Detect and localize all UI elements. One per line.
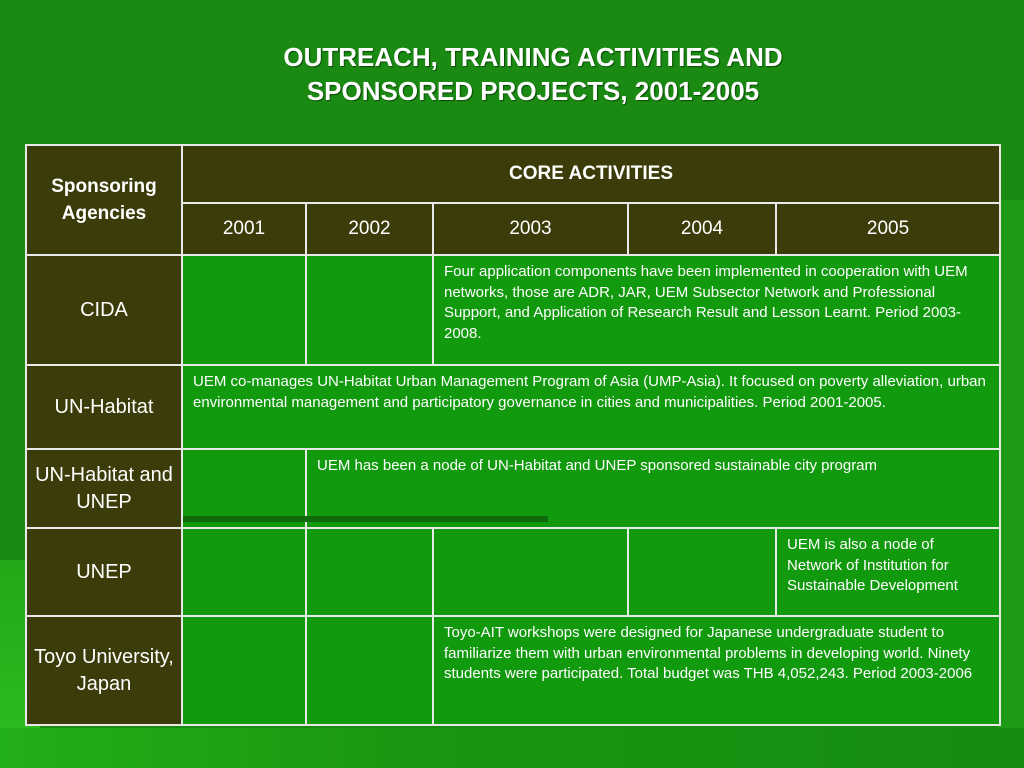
activity-cell-cida: Four application components have been implemented in cooperation with UEM networks, those are ADR, JAR, UEM Subsector Network and Professional Support, and Application of Research Result and Lesson Learnt. Period 2003-2008. bbox=[433, 255, 1000, 365]
activity-cell-un-habitat: UEM co-manages UN-Habitat Urban Management Program of Asia (UMP-Asia). It focused on poverty alleviation, urban environmental management and participatory governance in cities and municipalities. Period 2001-2005. bbox=[182, 365, 1000, 449]
table-row-toyo-university bbox=[26, 616, 1000, 725]
activity-cell-unep: UEM is also a node of Network of Institution for Sustainable Development bbox=[776, 528, 1000, 616]
empty-cell bbox=[628, 528, 776, 616]
agency-cell-unep: UNEP bbox=[26, 528, 182, 616]
slide-title-line-2: SPONSORED PROJECTS, 2001-2005 bbox=[306, 76, 760, 106]
agency-cell-cida: CIDA bbox=[26, 255, 182, 365]
year-header-2001: 2001 bbox=[182, 203, 306, 255]
activities-table bbox=[25, 144, 1001, 726]
activity-cell-toyo-university: Toyo-AIT workshops were designed for Japanese undergraduate student to familiarize them with urban environmental problems in developing world. Ninety students were participated. Total budget was THB 4,052,243. Period 2003-2006 bbox=[433, 616, 1000, 725]
empty-cell bbox=[182, 528, 306, 616]
background-band-bottom bbox=[0, 728, 1024, 768]
empty-cell bbox=[182, 616, 306, 725]
sponsoring-agencies-header: Sponsoring Agencies bbox=[26, 145, 182, 255]
table-row-un-habitat bbox=[26, 365, 1000, 449]
table-header-row bbox=[26, 145, 1000, 203]
empty-cell bbox=[433, 528, 628, 616]
decorative-bar bbox=[183, 516, 548, 522]
table-row-cida bbox=[26, 255, 1000, 365]
year-header-2004: 2004 bbox=[628, 203, 776, 255]
year-header-2003: 2003 bbox=[433, 203, 628, 255]
empty-cell bbox=[182, 255, 306, 365]
agency-cell-toyo-university: Toyo University, Japan bbox=[26, 616, 182, 725]
year-header-2002: 2002 bbox=[306, 203, 433, 255]
empty-cell bbox=[306, 616, 433, 725]
empty-cell bbox=[306, 255, 433, 365]
table-row-unep bbox=[26, 528, 1000, 616]
agency-cell-un-habitat: UN-Habitat bbox=[26, 365, 182, 449]
background-band-right bbox=[998, 200, 1024, 768]
year-header-2005: 2005 bbox=[776, 203, 1000, 255]
slide-title bbox=[0, 40, 1024, 108]
slide-title-line-1: OUTREACH, TRAINING ACTIVITIES AND bbox=[283, 42, 783, 72]
activity-cell-un-habitat-unep: UEM has been a node of UN-Habitat and UNEP sponsored sustainable city program bbox=[306, 449, 1000, 528]
core-activities-header: CORE ACTIVITIES bbox=[182, 145, 1000, 203]
agency-cell-un-habitat-unep: UN-Habitat and UNEP bbox=[26, 449, 182, 528]
empty-cell bbox=[306, 528, 433, 616]
